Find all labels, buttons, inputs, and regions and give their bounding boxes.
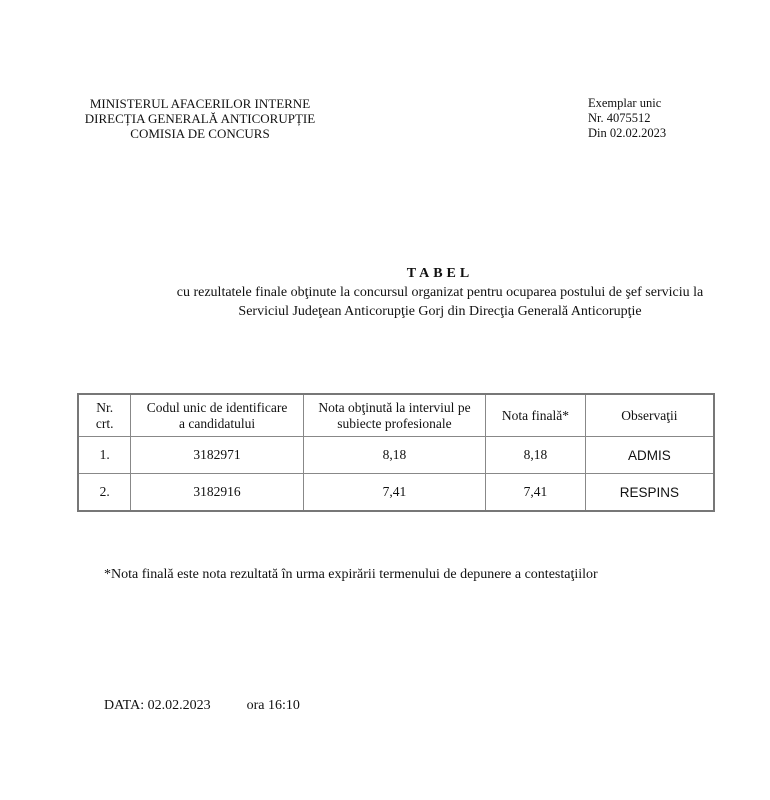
header-candidate-code: Codul unic de identificare a candidatului	[131, 394, 303, 437]
directorate-name: DIRECȚIA GENERALĂ ANTICORUPȚIE	[84, 111, 316, 126]
row-number: 2.	[78, 474, 131, 512]
document-date: DATA: 02.02.2023	[104, 698, 211, 713]
interview-grade: 8,18	[303, 437, 485, 474]
interview-grade: 7,41	[303, 474, 485, 512]
ministry-name: MINISTERUL AFACERILOR INTERNE	[89, 96, 311, 111]
final-grade: 7,41	[486, 474, 586, 512]
observation: ADMIS	[585, 437, 714, 474]
final-grade: 8,18	[486, 437, 586, 474]
table-row	[78, 474, 714, 512]
document-reference	[588, 96, 666, 141]
candidate-code: 3182916	[131, 474, 303, 512]
results-table	[77, 393, 715, 512]
registration-number: Nr. 4075512	[588, 111, 651, 125]
header-interview-grade: Nota obţinută la interviul pe subiecte profesionale	[303, 394, 485, 437]
institution-header	[60, 96, 340, 141]
page-title: TABEL	[406, 266, 474, 281]
document-time: ora 16:10	[246, 698, 300, 713]
commission-name: COMISIA DE CONCURS	[130, 126, 270, 141]
registration-date: Din 02.02.2023	[588, 126, 667, 140]
copy-type: Exemplar unic	[588, 96, 662, 110]
candidate-code: 3182971	[131, 437, 303, 474]
subtitle-line-1: cu rezultatele finale obţinute la concursul organizat pentru ocuparea postului de şef serviciu la	[176, 285, 704, 300]
footnote: *Nota finală este nota rezultată în urma expirării termenului de depunere a contestaţiilor	[104, 567, 598, 582]
observation: RESPINS	[585, 474, 714, 512]
table-row	[78, 437, 714, 474]
header-observations: Observaţii	[585, 394, 714, 437]
header-nr-crt: Nr. crt.	[78, 394, 131, 437]
table-header-row	[78, 394, 714, 437]
title-block	[60, 265, 770, 321]
subtitle-line-2: Serviciul Judeţean Anticorupţie Gorj din Direcţia Generală Anticorupţie	[238, 304, 642, 319]
row-number: 1.	[78, 437, 131, 474]
header-final-grade: Nota finală*	[486, 394, 586, 437]
date-line	[104, 698, 300, 714]
